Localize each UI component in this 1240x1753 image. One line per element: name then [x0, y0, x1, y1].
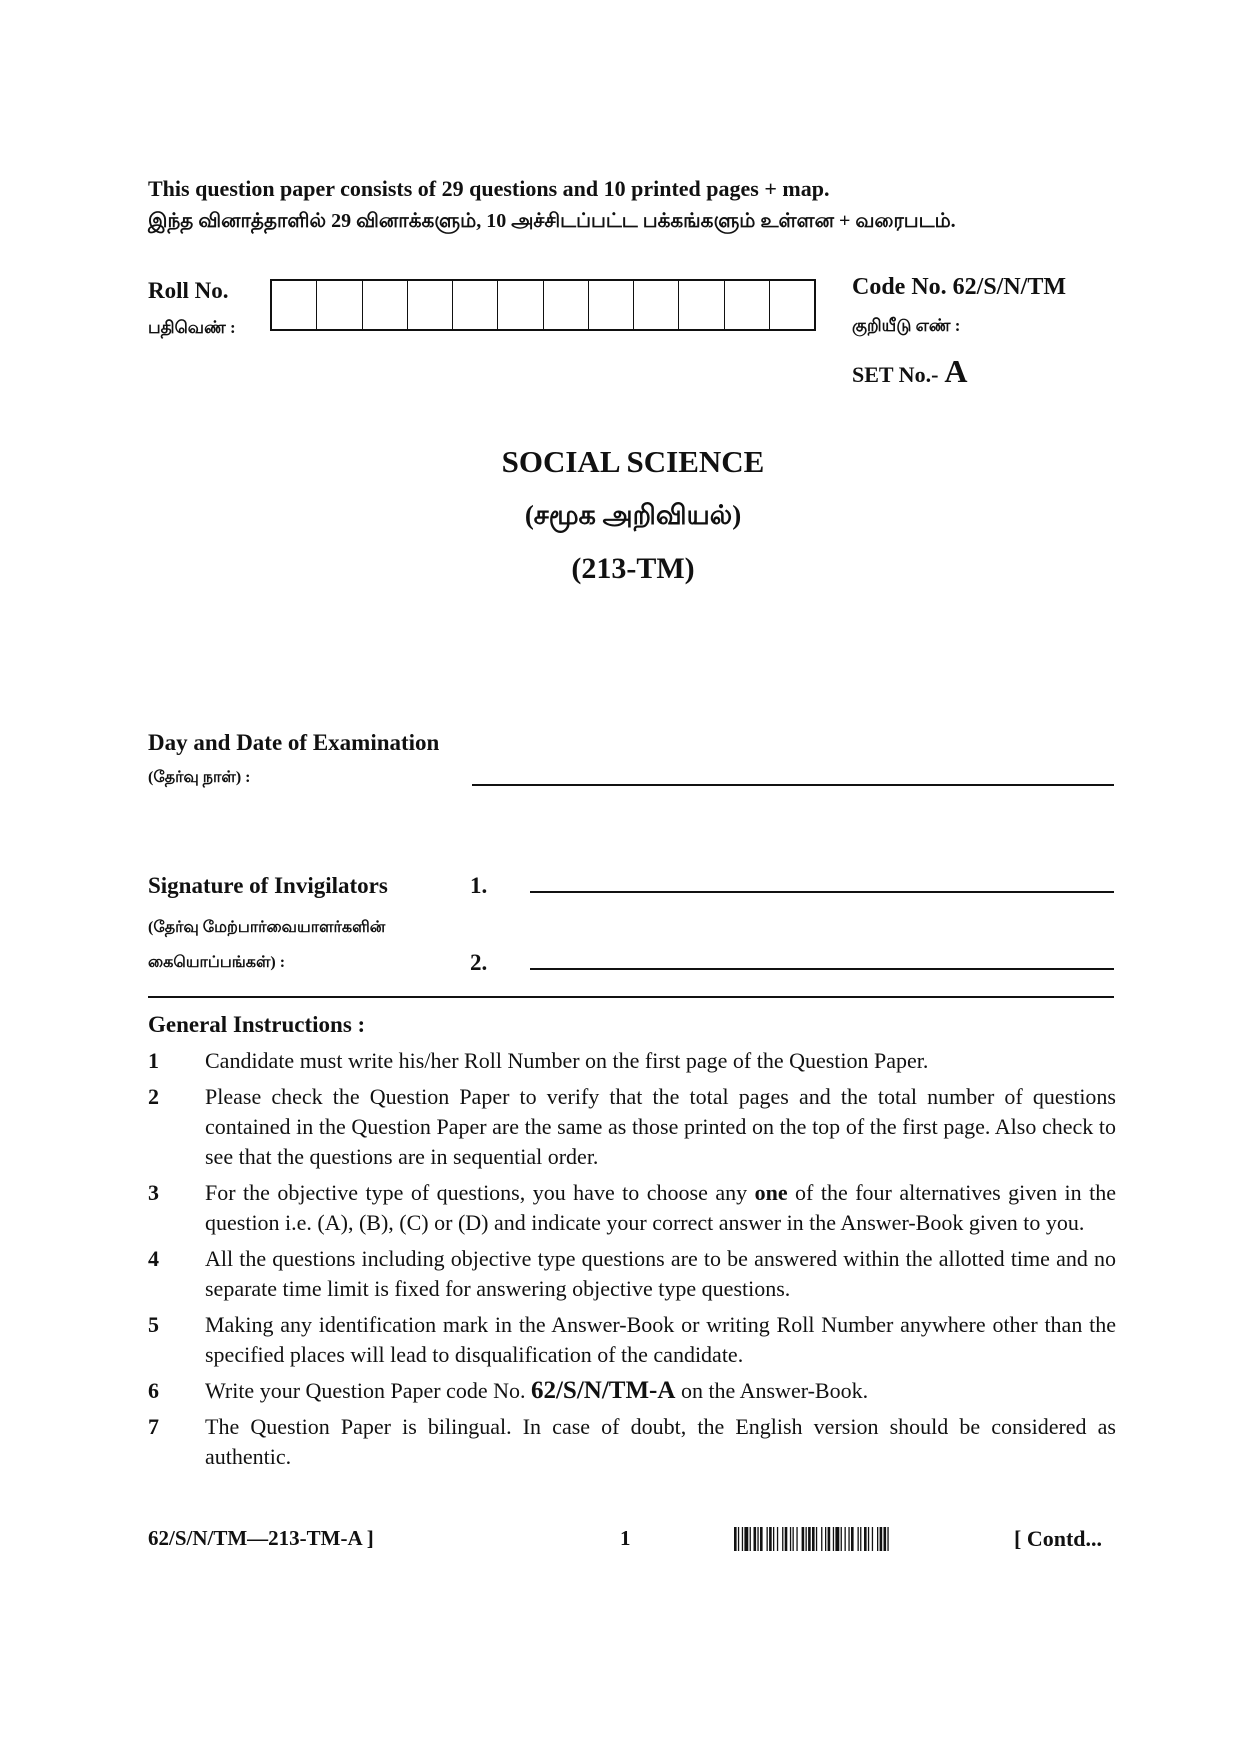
- barcode-bar: [738, 1527, 739, 1551]
- subject-code: (213-TM): [571, 552, 695, 585]
- barcode-bar: [880, 1527, 883, 1551]
- instruction-text: [205, 1178, 1116, 1238]
- instruction-text-part: Write your Question Paper code No.: [205, 1378, 531, 1403]
- barcode-bar: [845, 1527, 846, 1551]
- barcode-bar: [734, 1527, 737, 1551]
- instruction-item: [148, 1412, 1116, 1472]
- instruction-number: 3: [148, 1180, 159, 1205]
- code-number: Code No. 62/S/N/TM: [852, 274, 1067, 300]
- continued-marker: [ Contd...: [1014, 1526, 1103, 1551]
- instruction-number: 7: [148, 1414, 159, 1439]
- barcode-bar: [808, 1527, 811, 1551]
- barcode: [734, 1527, 992, 1551]
- instruction-number: 6: [148, 1378, 159, 1403]
- barcode-bar: [816, 1527, 817, 1551]
- instruction-text-part: For the objective type of questions, you have to choose any: [205, 1180, 755, 1205]
- roll-number-boxes[interactable]: [270, 279, 816, 331]
- subject-title-tamil: (சமூக அறிவியல்): [524, 500, 742, 530]
- roll-number-box[interactable]: [272, 281, 317, 329]
- barcode-bar: [802, 1527, 805, 1551]
- instruction-number: 1: [148, 1048, 159, 1073]
- instructions-title: General Instructions :: [148, 1012, 366, 1037]
- barcode-bar: [821, 1527, 822, 1551]
- barcode-bar: [887, 1527, 888, 1551]
- instruction-item: [148, 1046, 1116, 1076]
- roll-number-box[interactable]: [453, 281, 498, 329]
- roll-number-box[interactable]: [408, 281, 453, 329]
- instruction-text-part: on the Answer-Book.: [675, 1378, 869, 1403]
- barcode-bar: [828, 1527, 831, 1551]
- instruction-text-part: of the four alternatives given in the question i.e. (A), (B), (C) or (D) and indicate your correct answer in the Answer-Book given to you.: [205, 1180, 1116, 1235]
- instruction-text: Please check the Question Paper to verify that the total pages and the total number of questions contained in the Question Paper are the same as those printed on the top of the first page. Also check to see that the questions are in sequential order.: [205, 1084, 1116, 1169]
- barcode-bar: [825, 1527, 826, 1551]
- page-number: 1: [620, 1526, 631, 1550]
- barcode-bar: [872, 1527, 873, 1551]
- exam-date-line[interactable]: [472, 784, 1114, 786]
- roll-number-box[interactable]: [363, 281, 408, 329]
- barcode-bar: [785, 1527, 788, 1551]
- instruction-emphasis: one: [754, 1180, 788, 1205]
- invigilator-1-signature-line[interactable]: [530, 891, 1114, 893]
- instruction-text: The Question Paper is bilingual. In case of doubt, the English version should be considered as authentic.: [205, 1414, 1116, 1469]
- set-label: SET No.-: [852, 362, 939, 387]
- instruction-number: 5: [148, 1312, 159, 1337]
- instruction-text: Candidate must write his/her Roll Number on the first page of the Question Paper.: [205, 1048, 929, 1073]
- instruction-number: 2: [148, 1084, 159, 1109]
- barcode-bar: [782, 1527, 783, 1551]
- footer-paper-code: 62/S/N/TM—213-TM-A ]: [148, 1526, 374, 1550]
- barcode-bar: [793, 1527, 794, 1551]
- roll-number-box[interactable]: [634, 281, 679, 329]
- instruction-text: Making any identification mark in the Answer-Book or writing Roll Number anywhere other than the specified places will lead to disqualification of the candidate.: [205, 1312, 1116, 1367]
- roll-number-box[interactable]: [770, 281, 814, 329]
- invigilators-label-tamil: (தேர்வு மேற்பார்வையாளர்களின்: [148, 919, 386, 936]
- barcode-bar: [806, 1527, 807, 1551]
- roll-number-label: Roll No.: [148, 278, 229, 303]
- invigilators-label-tamil-2: கையொப்பங்கள்) :: [148, 954, 286, 971]
- barcode-bar: [848, 1527, 849, 1551]
- roll-number-box[interactable]: [725, 281, 770, 329]
- barcode-bar: [757, 1527, 758, 1551]
- roll-number-box[interactable]: [589, 281, 634, 329]
- set-value: A: [944, 353, 968, 389]
- barcode-bar: [868, 1527, 869, 1551]
- invigilator-2-number: 2.: [470, 950, 488, 975]
- pages-info-english: This question paper consists of 29 questions and 10 printed pages + map.: [148, 176, 830, 201]
- instruction-item: [148, 1178, 1116, 1238]
- barcode-bar: [744, 1527, 748, 1551]
- roll-number-box[interactable]: [679, 281, 724, 329]
- barcode-bar: [790, 1527, 791, 1551]
- instruction-item: [148, 1082, 1116, 1172]
- barcode-bar: [767, 1527, 768, 1551]
- roll-number-box[interactable]: [498, 281, 543, 329]
- subject-title: SOCIAL SCIENCE: [501, 444, 765, 479]
- instruction-item: [148, 1244, 1116, 1304]
- invigilator-2-signature-line[interactable]: [530, 968, 1114, 970]
- barcode-bar: [750, 1527, 751, 1551]
- barcode-bar: [851, 1527, 854, 1551]
- roll-number-box[interactable]: [317, 281, 362, 329]
- barcode-bar: [833, 1527, 834, 1551]
- roll-number-label-tamil: பதிவெண் :: [148, 318, 236, 337]
- set-number: [852, 353, 968, 390]
- instruction-number: 4: [148, 1246, 159, 1271]
- code-number-label-tamil: குறியீடு எண் :: [852, 316, 961, 335]
- invigilators-label: Signature of Invigilators: [148, 873, 388, 898]
- exam-date-label-tamil: (தேர்வு நாள்) :: [148, 769, 251, 786]
- barcode-bar: [877, 1527, 878, 1551]
- barcode-bar: [760, 1527, 763, 1551]
- instructions-list: [148, 1046, 1116, 1478]
- barcode-bar: [796, 1527, 797, 1551]
- barcode-bar: [884, 1527, 887, 1551]
- divider: [148, 996, 1114, 998]
- roll-number-box[interactable]: [544, 281, 589, 329]
- barcode-bar: [835, 1527, 839, 1551]
- barcode-bar: [769, 1527, 772, 1551]
- barcode-bar: [812, 1527, 815, 1551]
- barcode-bar: [754, 1527, 757, 1551]
- instruction-text: [205, 1376, 1116, 1406]
- instruction-item: [148, 1376, 1116, 1406]
- instruction-text: All the questions including objective type questions are to be answered within the allotted time and no separate time limit is fixed for answering objective type questions.: [205, 1246, 1116, 1301]
- barcode-bar: [773, 1527, 774, 1551]
- invigilator-1-number: 1.: [470, 873, 488, 898]
- pages-info-tamil: இந்த வினாத்தாளில் 29 வினாக்களும், 10 அச்சிடப்பட்ட பக்கங்களும் உள்ளன + வரைபடம்.: [148, 210, 956, 232]
- exam-date-label: Day and Date of Examination: [148, 730, 440, 755]
- barcode-bar: [841, 1527, 842, 1551]
- barcode-bar: [742, 1527, 743, 1551]
- instruction-paper-code: 62/S/N/TM-A: [530, 1377, 676, 1404]
- barcode-bar: [860, 1527, 861, 1551]
- barcode-bar: [858, 1527, 859, 1551]
- instruction-item: [148, 1310, 1116, 1370]
- barcode-bar: [777, 1527, 778, 1551]
- barcode-bar: [864, 1527, 867, 1551]
